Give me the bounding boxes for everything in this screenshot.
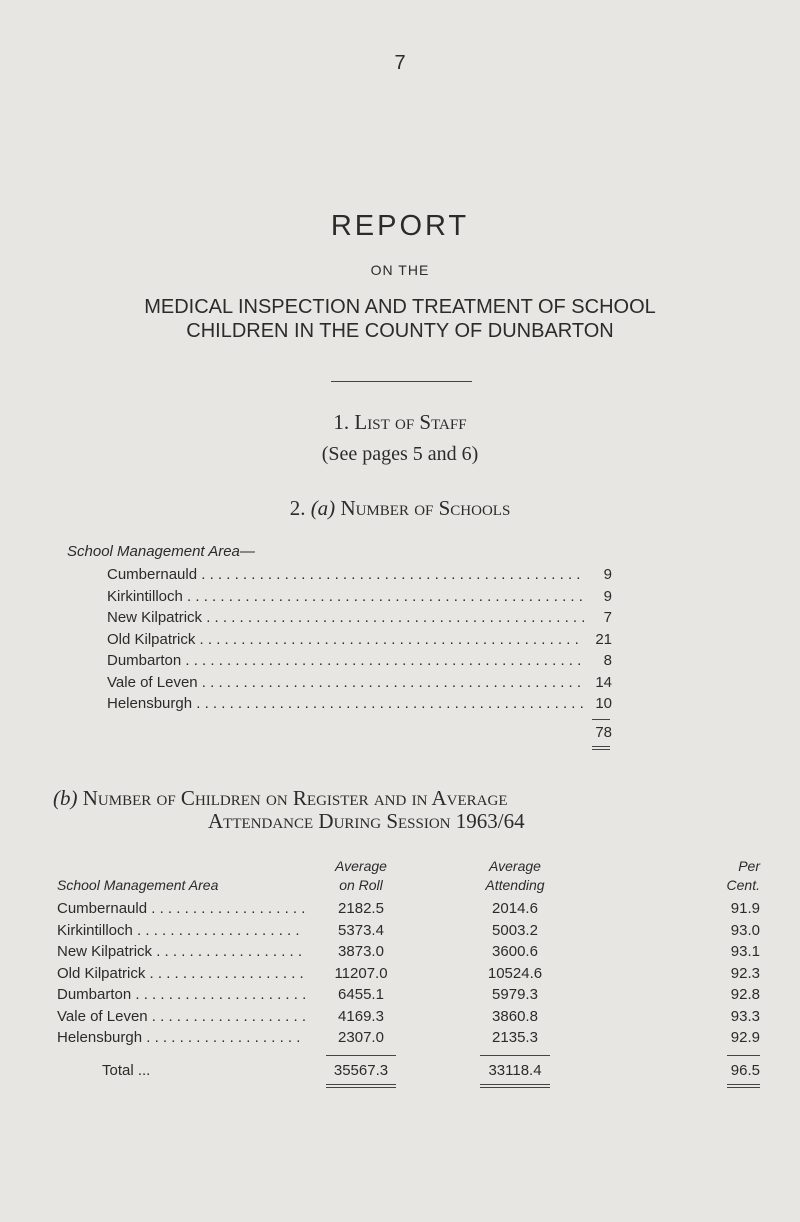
- management-area-heading: School Management Area—: [67, 543, 255, 560]
- list-item: Vale of Leven . . . 14: [107, 674, 612, 696]
- table-row: Old Kilpatrick . . . 11207.0 10524.6 92.3: [0, 965, 800, 987]
- header-percent-line-2: Cent.: [726, 877, 760, 893]
- sum-rule-roll: [326, 1055, 396, 1056]
- table-row: New Kilpatrick . . . 3873.0 3600.6 93.1: [0, 943, 800, 965]
- section-2b-title-line-1: Number of Children on Register and in Average: [82, 786, 508, 810]
- section-2a-title: Number of Schools: [340, 496, 511, 520]
- report-heading-line-2: CHILDREN IN THE COUNTY OF DUNBARTON: [186, 320, 614, 342]
- page-number: 7: [394, 52, 406, 74]
- sum-rule-attending: [480, 1055, 550, 1056]
- table-row: Dumbarton . . . 6455.1 5979.3 92.8: [0, 986, 800, 1008]
- list-item: Old Kilpatrick . . . 21: [107, 631, 612, 653]
- total-percent: 96.5: [730, 1062, 760, 1079]
- total-double-rule-percent: [727, 1084, 760, 1088]
- header-attending-line-1: Average: [489, 858, 541, 874]
- total-double-rule: [592, 746, 610, 750]
- header-percent-line-1: Per: [738, 858, 760, 874]
- list-item: Cumbernauld . . . 9: [107, 566, 612, 588]
- total-double-rule-attending: [480, 1084, 550, 1088]
- section-1-heading: [0, 410, 800, 435]
- report-title: REPORT: [330, 210, 470, 242]
- schools-total: 78: [595, 724, 612, 741]
- table-total-row: [0, 1062, 800, 1084]
- report-subtitle: ON THE: [370, 262, 430, 278]
- section-1-note: (See pages 5 and 6): [321, 443, 479, 465]
- list-item: New Kilpatrick . . . 7: [107, 609, 612, 631]
- report-heading-line-1: MEDICAL INSPECTION AND TREATMENT OF SCHOOL: [144, 296, 656, 318]
- table-row: Kirkintilloch . . . 5373.4 5003.2 93.0: [0, 922, 800, 944]
- section-2b-label: (b): [53, 786, 78, 810]
- schools-list: [107, 566, 612, 717]
- section-1-title: List of Staff: [354, 410, 467, 434]
- table-row: Vale of Leven . . . 4169.3 3860.8 93.3: [0, 1008, 800, 1030]
- total-double-rule-roll: [326, 1084, 396, 1088]
- table-row: Cumbernauld . . . 2182.5 2014.6 91.9: [0, 900, 800, 922]
- section-1-number: 1.: [333, 410, 350, 434]
- header-roll-line-1: Average: [335, 858, 387, 874]
- section-2-number: 2.: [289, 496, 306, 520]
- total-label: Total ...: [102, 1062, 151, 1079]
- section-2b-heading-line-1: [53, 786, 508, 811]
- section-2a-label: (a): [310, 496, 336, 520]
- header-area: School Management Area: [57, 877, 219, 893]
- total-roll: 35567.3: [333, 1062, 389, 1079]
- sum-rule: [592, 719, 610, 720]
- section-2a-heading: [0, 496, 800, 521]
- total-attending: 33118.4: [488, 1062, 542, 1079]
- list-item: Dumbarton . . . 8: [107, 652, 612, 674]
- divider-rule: [331, 381, 472, 382]
- header-attending-line-2: Attending: [485, 877, 545, 893]
- section-2b-heading-line-2: Attendance During Session 1963/64: [208, 809, 525, 833]
- list-item: Helensburgh . . . 10: [107, 695, 612, 717]
- table-row: Helensburgh . . . 2307.0 2135.3 92.9: [0, 1029, 800, 1051]
- list-item: Kirkintilloch . . . 9: [107, 588, 612, 610]
- sum-rule-percent: [727, 1055, 760, 1056]
- header-roll-line-2: on Roll: [339, 877, 383, 893]
